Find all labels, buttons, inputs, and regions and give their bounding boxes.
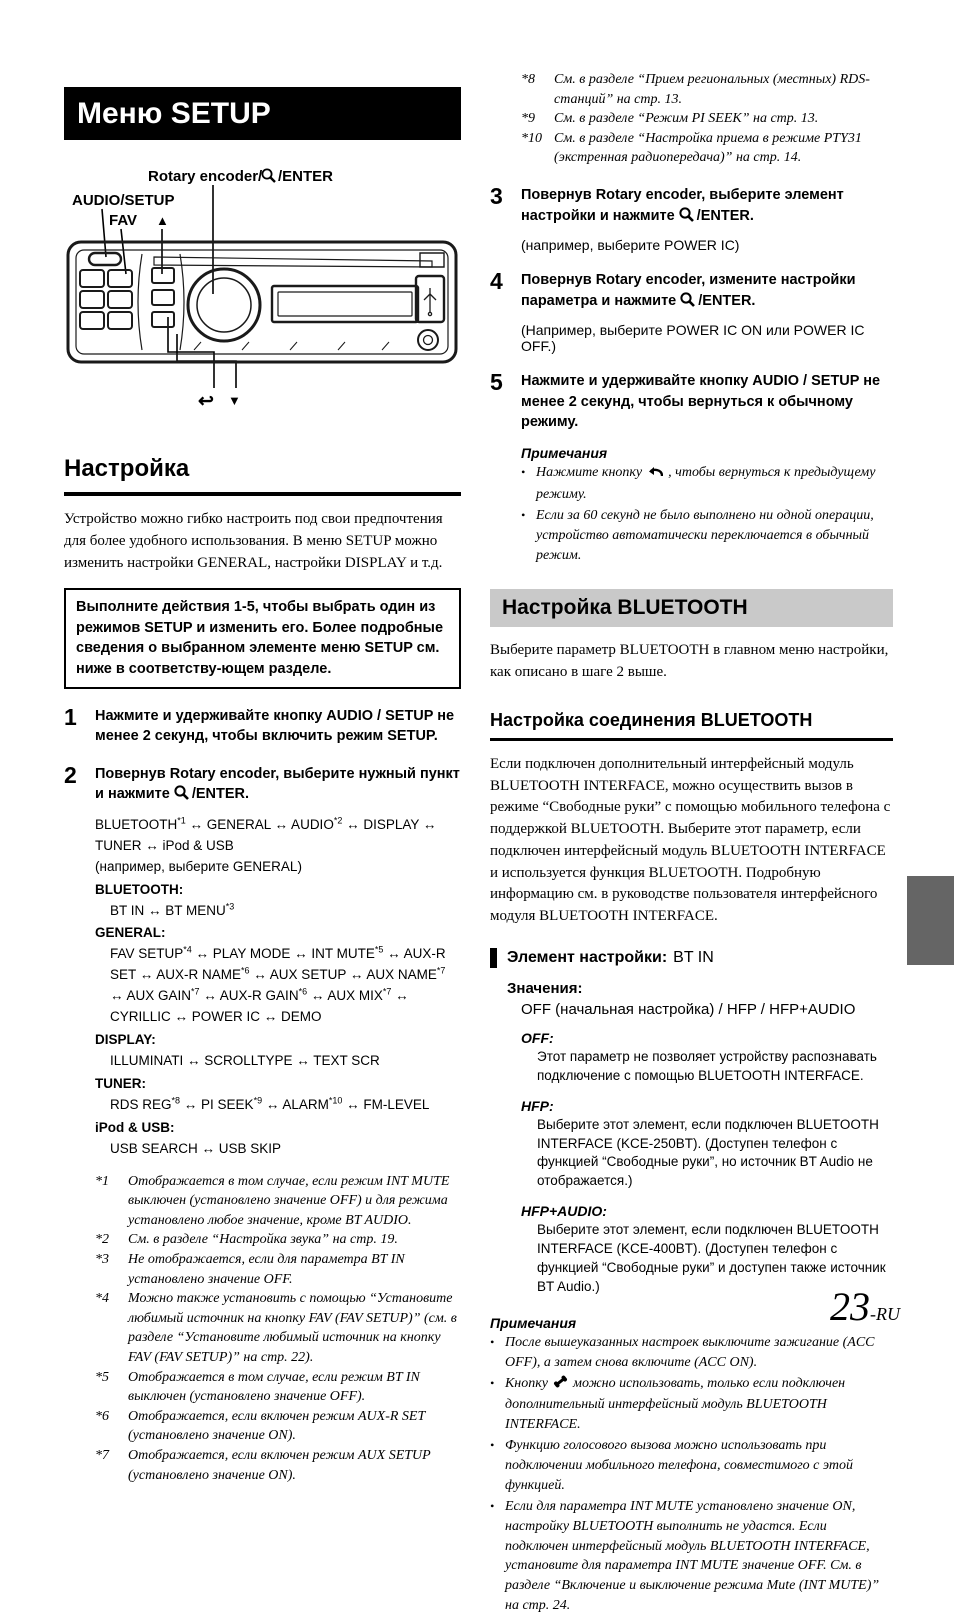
return-icon	[647, 465, 663, 485]
step-2-number: 2	[64, 761, 77, 788]
section-index-tab	[907, 876, 954, 965]
phone-icon	[553, 1374, 568, 1396]
step-1-number: 1	[64, 703, 77, 730]
step-3-number: 3	[490, 182, 503, 209]
step-3-text: Повернув Rotary encoder, выберите элемент настройки и нажмите /ENTER.	[521, 185, 893, 228]
flow-example: (например, выберите GENERAL)	[95, 858, 302, 874]
footnote: *8 См. в разделе “Прием региональных (местных) RDS-станций” на стр. 13.	[521, 72, 870, 107]
notes-heading: Примечания	[521, 445, 608, 462]
step-2-text: Повернув Rotary encoder, выберите нужный пункт и нажмите /ENTER.	[95, 764, 461, 807]
flow-group-ipod-usb: iPod & USB:	[95, 1119, 175, 1135]
setup-callout-box: Выполните действия 1-5, чтобы выбрать один из режимов SETUP и изменить его. Более подробные сведения о выбранном элементе меню SETUP см. ниже в соответству-ющем разделе.	[64, 588, 461, 688]
values-label: Значения:	[507, 979, 583, 997]
setup-notes	[521, 445, 893, 565]
step-1-text: Нажмите и удерживайте кнопку AUDIO / SETUP не менее 2 секунд, чтобы включить режим SETUP.	[95, 707, 455, 745]
fav-label: FAV	[109, 212, 138, 229]
bt-item-label: Элемент настройки:	[507, 948, 668, 966]
bt-item-value: BT IN	[673, 948, 714, 966]
notes-heading: Примечания	[490, 1314, 577, 1331]
footnote: *4 Можно также установить с помощью “Установите любимый источник на кнопку FAV (FAV SETUP)” (см. в разделе “Установите любимый источник на кнопку FAV (FAV SETUP)” на стр. 22).	[95, 1291, 457, 1365]
step-1	[64, 703, 461, 747]
bt-notes	[490, 1315, 893, 1616]
footnote: *9 См. в разделе “Режим PI SEEK” на стр. 13.	[521, 111, 819, 127]
footnote: *7 Отображается, если включен режим AUX SETUP (установлено значение ON).	[95, 1447, 431, 1483]
magnifier-icon	[679, 207, 694, 229]
footnote: *6 Отображается, если включен режим AUX-R SET (установлено значение ON).	[95, 1408, 425, 1444]
magnifier-icon	[680, 292, 695, 314]
section-heading-setup: Настройка	[64, 455, 461, 496]
step-4-text: Повернув Rotary encoder, измените настройки параметра и нажмите /ENTER.	[521, 270, 893, 313]
left-column	[64, 87, 461, 1485]
bt-setting-item	[490, 948, 893, 968]
step-5-number: 5	[490, 369, 503, 396]
step-3	[490, 182, 893, 254]
bluetooth-intro: Выберите параметр BLUETOOTH в главном меню настройки, как описано в шаге 2 выше.	[490, 642, 889, 681]
flow-group-bluetooth: BLUETOOTH:	[95, 881, 184, 897]
flow-group-tuner: TUNER:	[95, 1075, 146, 1091]
footnotes-left	[95, 1172, 461, 1486]
item-marker-bar	[490, 948, 497, 968]
section-heading-bluetooth: Настройка BLUETOOTH	[490, 589, 893, 627]
step-5	[490, 371, 893, 433]
car-stereo-diagram	[64, 164, 461, 412]
option-hfp-audio: HFP+AUDIO: Выберите этот элемент, если подключен BLUETOOTH INTERFACE (KCE-400BT). (Доступен телефон с функцией “Свободные руки” и доступен также источник BT Audio.)	[521, 1203, 886, 1294]
footnotes-right	[521, 70, 893, 168]
rotary-encoder-label: Rotary encoder/	[148, 168, 263, 185]
footnote: *1 Отображается в том случае, если режим INT MUTE выключен (установлено значение OFF) и для режима установлено любое значение, кроме BT AUDIO.	[95, 1173, 450, 1228]
device-body	[68, 242, 456, 362]
footnote: *2 См. в разделе “Настройка звука” на стр. 19.	[95, 1232, 398, 1248]
bt-values	[507, 980, 893, 1297]
device-figure	[64, 164, 461, 417]
flow-group-display: DISPLAY:	[95, 1032, 156, 1048]
setup-intro: Устройство можно гибко настроить под свои предпочтения для более удобного использования. В меню SETUP можно изменить настройки GENERAL, настройки DISPLAY и т.д.	[64, 511, 443, 571]
note-item: • Если за 60 секунд не было выполнено ни одной операции, устройство автоматически переключается в обычный режим.	[521, 506, 893, 566]
subsection-heading-bt-connection: Настройка соединения BLUETOOTH	[490, 710, 893, 741]
magnifier-icon	[262, 169, 275, 182]
right-column	[490, 70, 893, 1616]
footnote: *3 Не отображается, если для параметра BT IN установлено значение OFF.	[95, 1252, 405, 1287]
audio-setup-label: AUDIO/SETUP	[72, 192, 175, 209]
page-number: 23-RU	[830, 1284, 900, 1329]
values-line: OFF (начальная настройка) / HFP / HFP+AUDIO	[521, 1000, 856, 1018]
step-4-example: (Например, выберите POWER IC ON или POWER IC OFF.)	[521, 322, 865, 355]
footnote: *10 См. в разделе “Настройка приема в режиме PTY31 (экстренная радиопередача)” на стр. 14.	[521, 130, 862, 166]
note-item: • После вышеуказанных настроек выключите зажигание (ACC OFF), а затем снова включите (ACC ON).	[490, 1333, 893, 1373]
step-2	[64, 761, 461, 1160]
enter-label: /ENTER	[278, 168, 334, 185]
note-item: • Нажмите кнопку , чтобы вернуться к предыдущему режиму.	[521, 463, 893, 505]
note-item: • Функцию голосового вызова можно использовать при подключении мобильного телефона, совместимого с этой функцией.	[490, 1436, 893, 1496]
flow-group-general: GENERAL:	[95, 925, 166, 941]
page-title: Меню SETUP	[64, 87, 461, 140]
up-arrow-icon: ▲	[156, 213, 169, 228]
note-item: • Кнопку можно использовать, только если подключен дополнительный интерфейсный модуль BLUETOOTH INTERFACE.	[490, 1374, 893, 1436]
step-3-example: (например, выберите POWER IC)	[521, 237, 740, 254]
footnote: *5 Отображается в том случае, если режим BT IN выключен (установлено значение OFF).	[95, 1369, 420, 1405]
return-icon: ↩	[198, 391, 214, 412]
step-5-text: Нажмите и удерживайте кнопку AUDIO / SETUP не менее 2 секунд, чтобы вернуться к обычному режиму.	[521, 373, 881, 431]
option-hfp: HFP: Выберите этот элемент, если подключен BLUETOOTH INTERFACE (KCE-250BT). (Доступен телефон с функцией “Свободные руки”, но источник BT Audio не отображается.)	[521, 1097, 879, 1189]
down-arrow-icon: ▼	[228, 393, 241, 408]
magnifier-icon	[174, 785, 189, 807]
setup-menu-flow: BLUETOOTH$^{*1}$ ↔ GENERAL ↔ AUDIO$^{*2}$ ↔ DISPLAY ↔ TUNER ↔ iPod & USB (например, выберите GENERAL) BLUETOOTH: BT IN ↔ BT MENU$^{*3}$ GENERAL: FAV SETUP$^{*4}$ ↔ PLAY MODE ↔ INT MUTE$^{*5}$ ↔ AUX-R SET ↔ AUX-R NAME$^{*6}$ ↔ AUX SETUP ↔ AUX NAME$^{*7}$ ↔ AUX GAIN$^{*7}$ ↔ AUX-R GAIN$^{*6}$ ↔ AUX MIX$^{*7}$ ↔ CYRILLIC ↔ POWER IC ↔ DEMO DISPLAY: ILLUMINATI ↔ SCROLLTYPE ↔ TEXT SCR TUNER: RDS REG$^{*8}$ ↔ PI SEEK$^{*9}$ ↔ ALARM$^{*10}$ ↔ FM-LEVEL iPod & USB: USB SEARCH ↔ USB SKIP	[95, 815, 461, 1160]
usb-icon	[424, 288, 436, 316]
step-4-number: 4	[490, 268, 503, 295]
flow-main: BLUETOOTH$^{*1}$ ↔ GENERAL ↔ AUDIO$^{*2}$ ↔ DISPLAY ↔ TUNER ↔ iPod & USB	[95, 815, 437, 853]
step-4	[490, 270, 893, 354]
note-item: • Если для параметра INT MUTE установлено значение ON, настройку BLUETOOTH выполнить не удастся. Если подключен интерфейсный модуль BLUETOOTH INTERFACE, установите для параметра INT MUTE значение OFF. См. в разделе “Включение и выключение режима Mute (INT MUTE)” на стр. 24.	[490, 1497, 893, 1616]
option-off: OFF: Этот параметр не позволяет устройству распознавать подключение с помощью BLUETOOTH INTERFACE.	[521, 1029, 877, 1083]
bt-connection-body: Если подключен дополнительный интерфейсный модуль BLUETOOTH INTERFACE, можно осуществить вызов в режиме “Свободные руки” с помощью мобильного телефона с поддержкой BLUETOOTH. Выберите этот параметр, если подключен интерфейсный модуль BLUETOOTH INTERFACE и используется функция BLUETOOTH. Подробную информацию см. в руководстве пользователя интерфейсного модуля BLUETOOTH INTERFACE.	[490, 755, 891, 925]
